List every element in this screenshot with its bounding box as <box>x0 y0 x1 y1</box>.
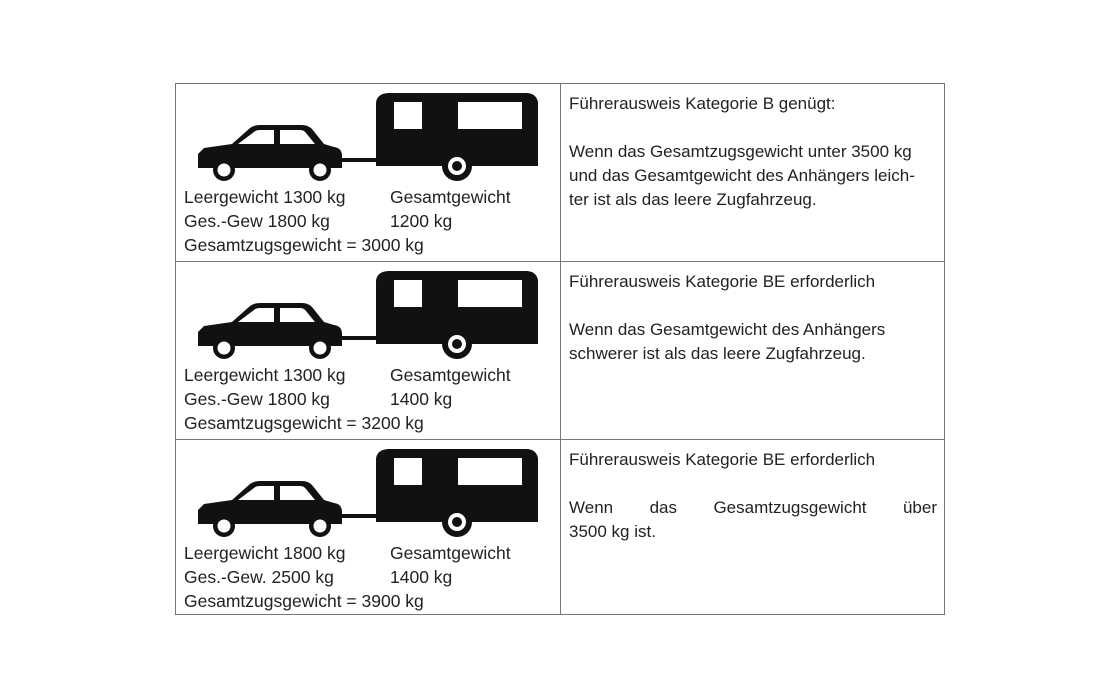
vehicle-cell <box>176 84 561 261</box>
table-row <box>176 84 944 262</box>
car-with-caravan-icon <box>194 270 544 370</box>
table-row <box>176 262 944 440</box>
trailer-weight-value: 1400 kg <box>390 389 453 409</box>
rule-cell <box>561 440 944 615</box>
trailer-weight-label: Gesamtgewicht <box>390 187 511 207</box>
combined-weight: Gesamtzugsgewicht = 3200 kg <box>184 413 424 433</box>
vehicle-cell <box>176 440 561 615</box>
combined-weight: Gesamtzugsgewicht = 3900 kg <box>184 591 424 611</box>
empty-weight: Leergewicht 1300 kg <box>184 365 346 385</box>
gross-weight: Ges.-Gew 1800 kg <box>184 211 330 231</box>
rule-text: Wenn das Gesamtgewicht des Anhängers schwerer ist als das leere Zugfahrzeug. <box>569 320 886 363</box>
table-row <box>176 440 944 615</box>
gross-weight: Ges.-Gew 1800 kg <box>184 389 330 409</box>
rule-cell <box>561 262 944 439</box>
trailer-weight-value: 1200 kg <box>390 211 453 231</box>
trailer-weight-label: Gesamtgewicht <box>390 365 511 385</box>
vehicle-cell <box>176 262 561 439</box>
combined-weight: Gesamtzugsgewicht = 3000 kg <box>184 235 424 255</box>
car-with-caravan-icon <box>194 448 544 548</box>
rule-cell <box>561 84 944 261</box>
empty-weight: Leergewicht 1300 kg <box>184 187 346 207</box>
license-heading: Führerausweis Kategorie BE erforderlich <box>569 272 876 291</box>
license-heading: Führerausweis Kategorie B genügt: <box>569 94 836 113</box>
license-table <box>175 83 945 615</box>
gross-weight: Ges.-Gew. 2500 kg <box>184 567 334 587</box>
trailer-weight-value: 1400 kg <box>390 567 453 587</box>
license-heading: Führerausweis Kategorie BE erforderlich <box>569 450 876 469</box>
rule-text: Wenn das Gesamtzugsgewicht unter 3500 kg und das Gesamtgewicht des Anhängers leich- ter ist als das leere Zugfahrzeug. <box>569 142 915 209</box>
trailer-weight-label: Gesamtgewicht <box>390 543 511 563</box>
rule-text: Wenn das Gesamtzugsgewicht über 3500 kg ist. <box>569 498 937 541</box>
empty-weight: Leergewicht 1800 kg <box>184 543 346 563</box>
car-with-caravan-icon <box>194 92 544 192</box>
